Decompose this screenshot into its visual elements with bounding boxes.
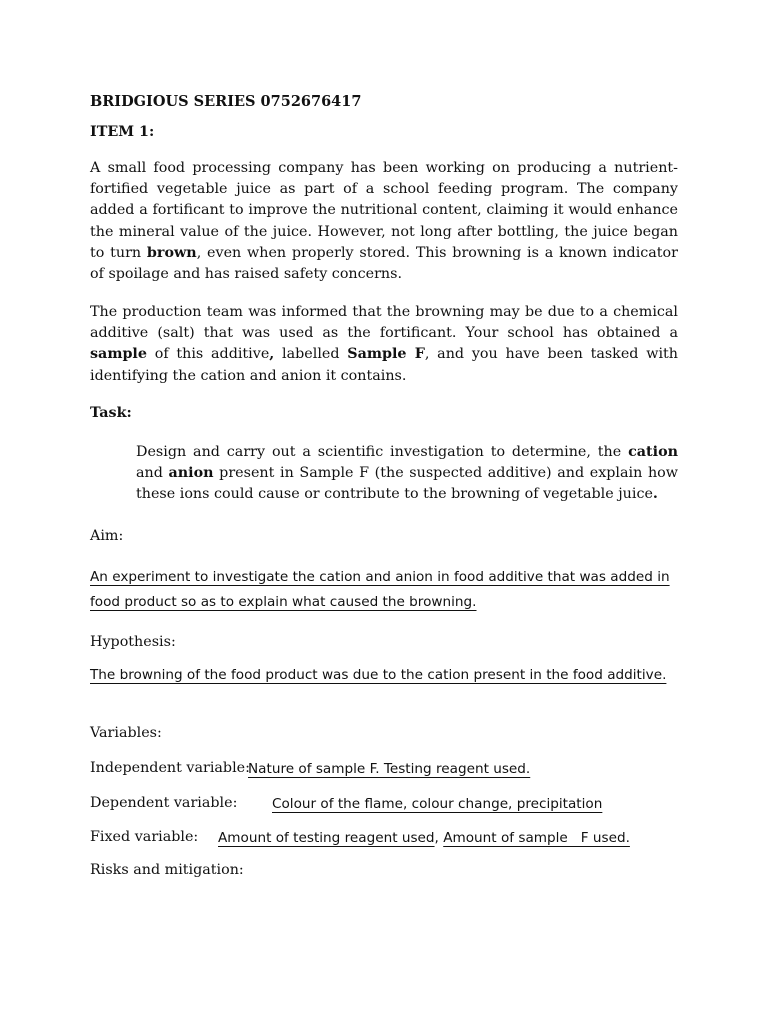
fixed-variable-answer-1: Amount of testing reagent used <box>218 830 435 846</box>
fixed-variable-answer-2: Amount of sample F used. <box>443 830 630 846</box>
fixed-variable-row <box>90 829 630 846</box>
aim-answer: An experiment to investigate the cation and anion in food additive that was added in food product so as to explain what caused the browning. <box>90 569 670 610</box>
hypothesis-label: Hypothesis: <box>90 634 176 650</box>
aim-label: Aim: <box>90 528 124 544</box>
independent-variable-row <box>90 760 531 777</box>
risks-label: Risks and mitigation: <box>90 862 244 878</box>
additive-paragraph: The production team was informed that the browning may be due to a chemical additive (salt) that was used as the fortificant. Your school has obtained a sample of this additive, labelled Sample F, and you have been tasked with identifying the cation and anion it contains. <box>90 304 678 384</box>
dependent-variable-row <box>90 795 603 812</box>
hypothesis-answer: The browning of the food product was due to the cation present in the food additive. <box>90 667 667 683</box>
independent-variable-answer: Nature of sample F. Testing reagent used. <box>248 761 531 777</box>
fixed-variable-label: Fixed variable: <box>90 829 199 845</box>
independent-variable-label: Independent variable: <box>90 760 250 776</box>
item-heading: ITEM 1: <box>90 124 155 140</box>
dependent-variable-label: Dependent variable: <box>90 795 238 811</box>
document-header: BRIDGIOUS SERIES 0752676417 <box>90 93 362 110</box>
variables-label: Variables: <box>90 725 162 741</box>
task-heading: Task: <box>90 405 132 421</box>
scenario-paragraph: A small food processing company has been working on producing a nutrient-fortified vegetable juice as part of a school feeding program. The company added a fortificant to improve the nutritional content, claiming it would enhance the mineral value of the juice. However, not long after bottling, the juice began to turn brown, even when properly stored. This browning is a known indicator of spoilage and has raised safety concerns. <box>90 160 678 283</box>
dependent-variable-answer: Colour of the flame, colour change, precipitation <box>272 796 603 812</box>
fixed-variable-separator: , <box>434 830 444 846</box>
task-description: Design and carry out a scientific investigation to determine, the cation and anion present in Sample F (the suspected additive) and explain how these ions could cause or contribute to the browning of vegetable juice. <box>136 444 678 503</box>
